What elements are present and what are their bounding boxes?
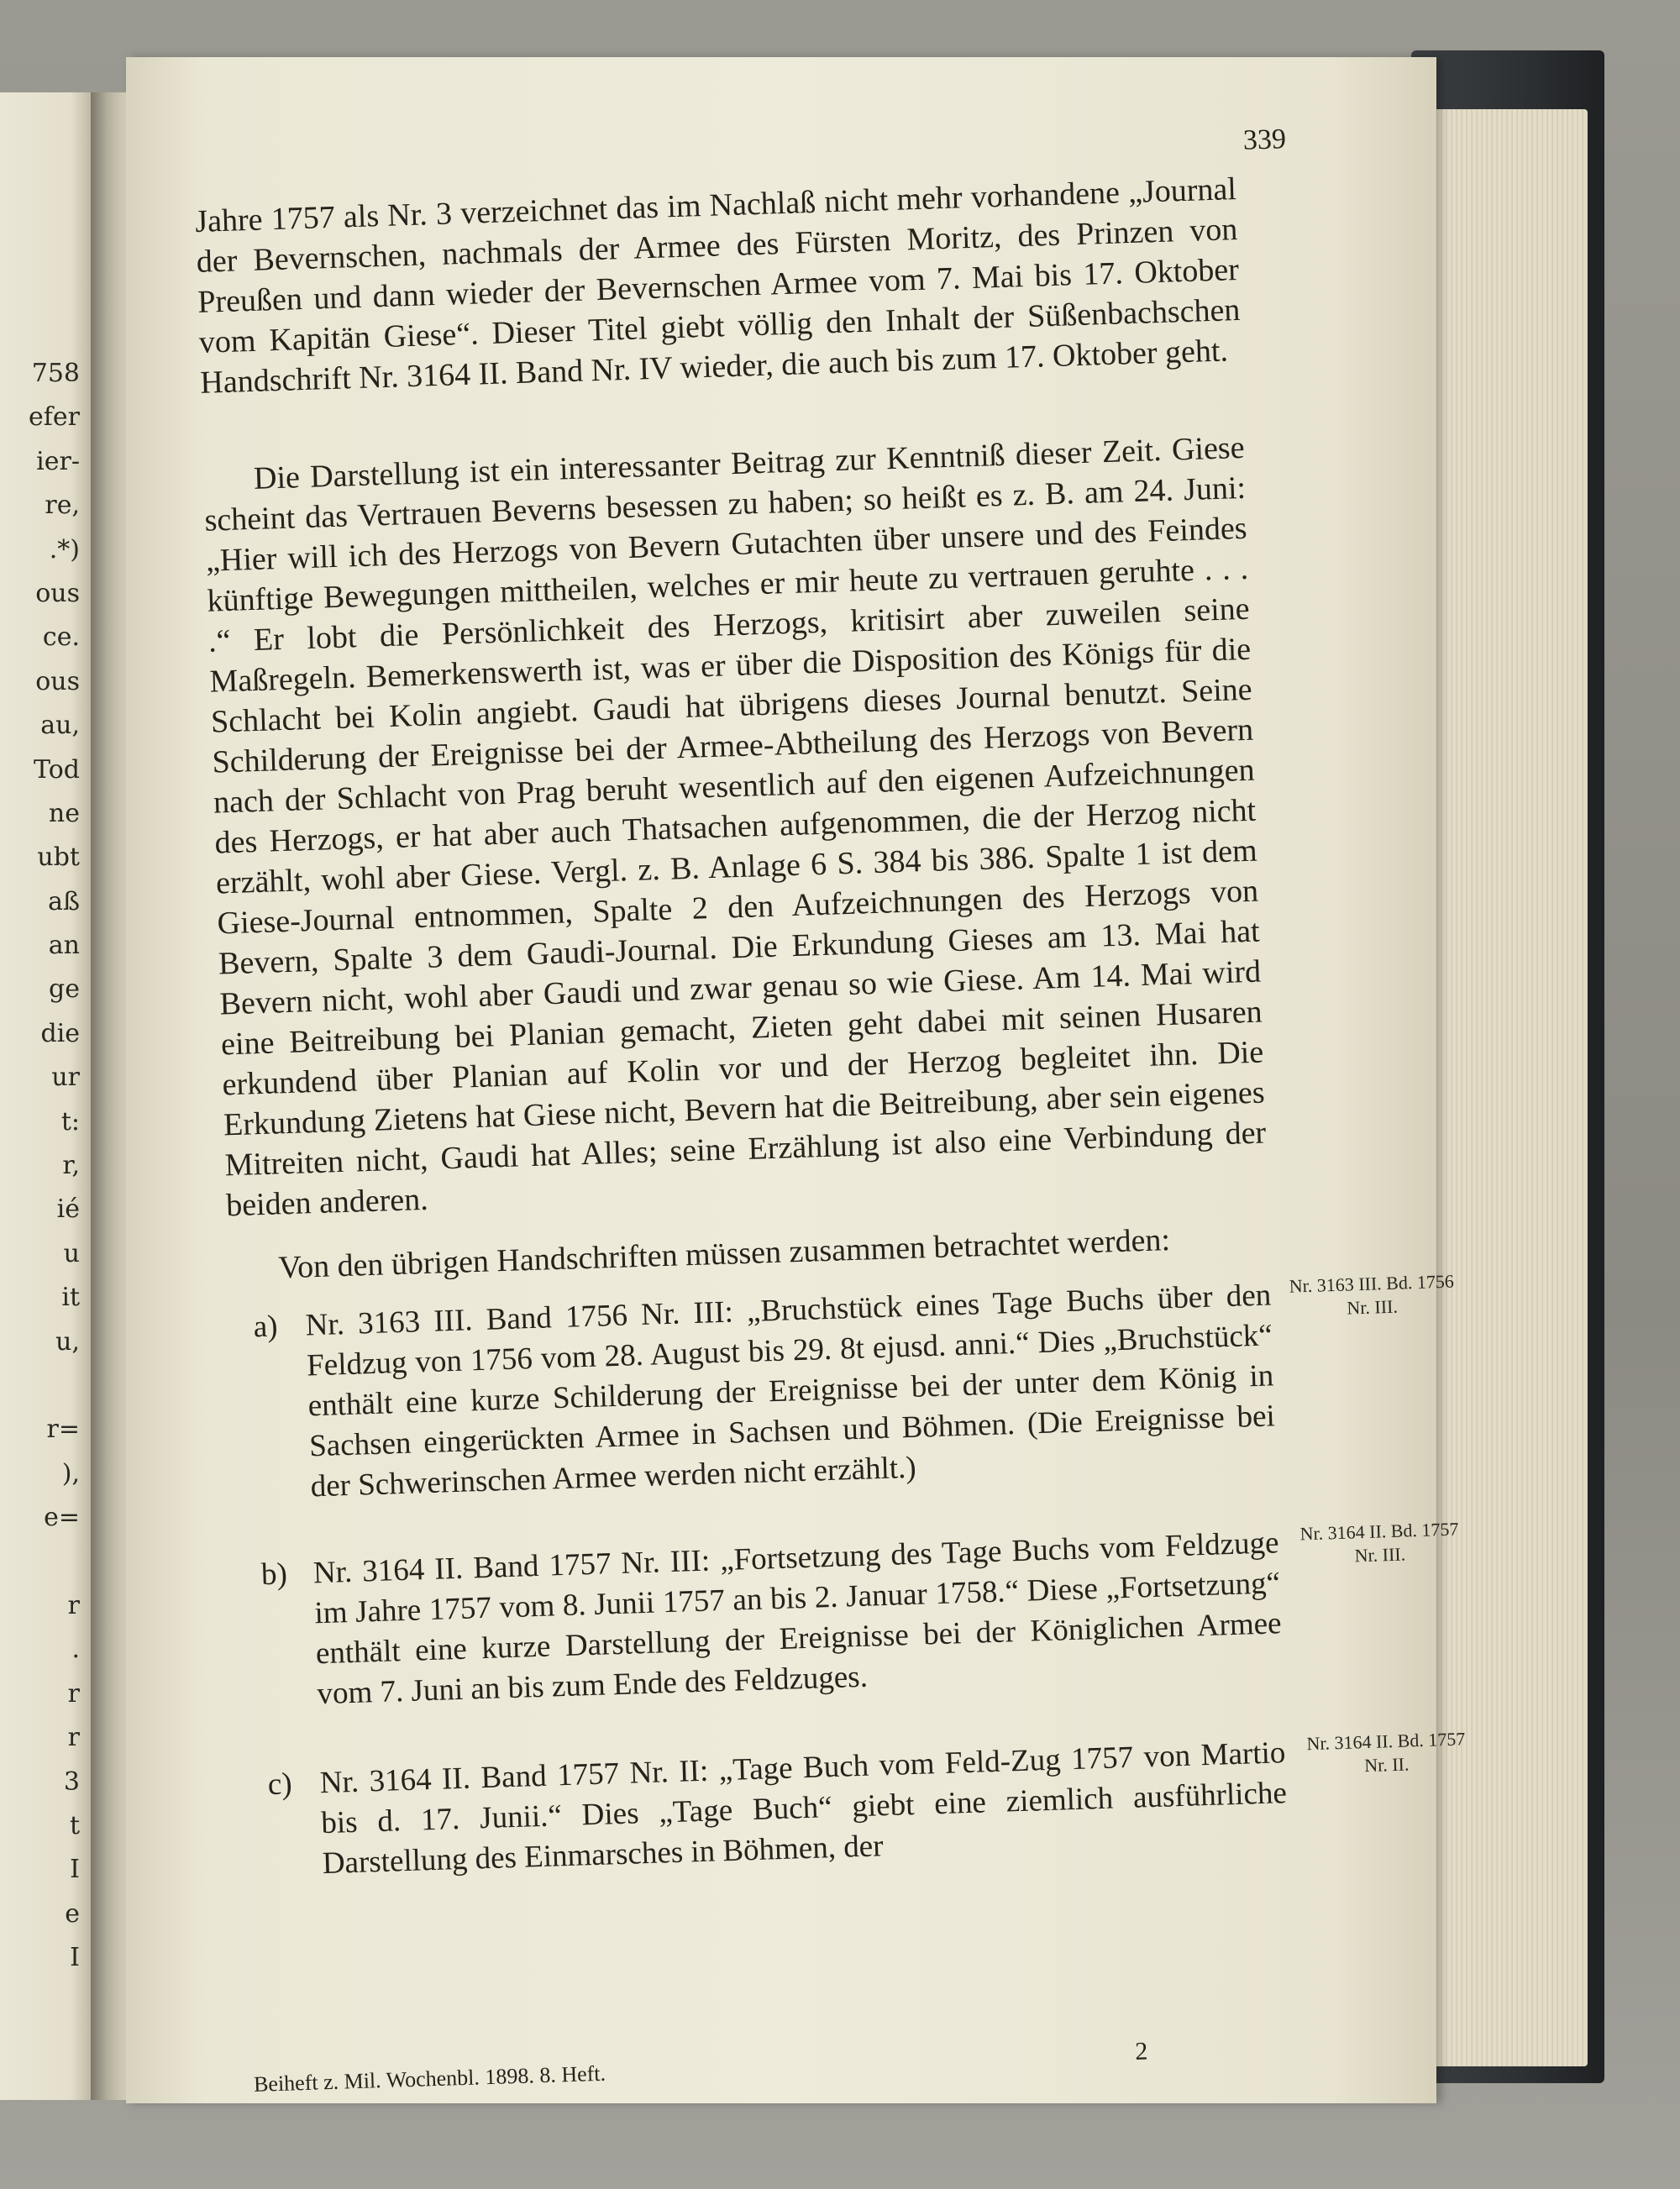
left-page-fragment: efer — [29, 405, 80, 433]
left-page-fragment: 3 — [63, 1769, 80, 1797]
left-page-fragment: r — [67, 1593, 80, 1620]
left-page-fragment: 758 — [31, 361, 80, 388]
left-page-fragment: ne — [48, 801, 80, 828]
left-page-fragment: u, — [55, 1329, 80, 1357]
left-page-fragment: .*) — [49, 537, 80, 564]
list-item-c — [267, 1733, 1289, 1884]
left-page-fragment — [0, 1550, 80, 1593]
left-page-fragment — [0, 1989, 80, 2033]
left-page-fragment: aß — [48, 889, 80, 916]
left-page-fragment: I — [70, 1857, 80, 1885]
left-page-fragment: u — [63, 1241, 80, 1268]
left-page-fragment: ous — [35, 580, 80, 608]
left-page-fragment: t: — [60, 1109, 80, 1136]
left-page-fragment: ier- — [36, 449, 80, 476]
left-page — [0, 92, 94, 2100]
left-page-fragment: r, — [62, 1153, 80, 1181]
signature-mark: 2 — [1134, 2037, 1148, 2066]
left-page-fragment: ge — [49, 977, 80, 1005]
paragraph-2: Die Darstellung ist ein interessanter Beitrag zur Kenntniß dieser Zeit. Giese scheint das Vertrauen Beverns besessen zu haben; so heißt es z. B. am 24. Juni: „Hier will ich des Herzogs von Bevern Gutachten über unsere und des Feindes künftige Bewegungen mittheilen, welches er mir heute zu vertrauen geruhte . . . .“ Er lobt die Persönlichkeit des Herzogs, kritisirt aber zuweilen seine Maßregeln. Bemerkenswerth ist, was er über die Disposition des Königs für die Schlacht bei Kolin angiebt. Gaudi hat übrigens dieses Journal benutzt. Seine Schilderung der Ereignisse bei der Armee-Abtheilung des Herzogs von Bevern nach der Schlacht von Prag beruht wesentlich auf den eigenen Aufzeichnungen des Herzogs, er hat aber auch Thatsachen aufgenommen, die der Herzog nicht erzählt, wohl aber Giese. Vergl. z. B. Anlage 6 S. 384 bis 386. Spalte 1 ist dem Giese-Journal entnommen, Spalte 2 den Aufzeichnungen des Herzogs von Bevern, Spalte 3 dem Gaudi-Journal. Die Erkundung Gieses am 13. Mai hat Bevern nicht, wohl aber Gaudi und zwar genau so wie Giese. Am 14. Mai wird eine Beitreibung bei Planian gemacht, Zieten geht dabei mit seinen Husaren erkundend über Planian auf Kolin vor und der Herzog begleitet ihn. Die Erkundung Zietens hat Giese nicht, Bevern hat die Beitreibung, aber sein eigenes Mitreiten nicht, Gaudi hat Alles; seine Erzählung ist also eine Verbindung der beiden anderen. — [203, 429, 1267, 1224]
left-page-fragment: r — [67, 1725, 80, 1753]
list-item-a — [253, 1275, 1277, 1507]
list-item-b — [260, 1523, 1283, 1714]
left-page-fragment: die — [40, 1021, 80, 1048]
footer-citation: Beiheft z. Mil. Wochenbl. 1898. 8. Heft. — [253, 2060, 606, 2097]
item-letter: a) — [253, 1309, 279, 1345]
item-text: Nr. 3164 II. Band 1757 Nr. II: „Tage Buch vom Feld-Zug 1757 von Martio bis d. 17. Junii.“ Dies „Tage Buch“ giebt eine ziemlich ausführliche Darstellung des Einmarsches in Böhmen, der — [319, 1735, 1288, 1882]
margin-note-a: Nr. 3163 III. Bd. 1756 Nr. III. — [1289, 1270, 1455, 1319]
item-letter: c) — [267, 1766, 293, 1803]
left-page-fragment: it — [61, 1285, 80, 1313]
left-page-fragment: re, — [45, 493, 80, 521]
left-page-text-fragments — [0, 361, 80, 2034]
left-page-fragment: t — [69, 1813, 80, 1840]
left-page-fragment: au, — [40, 713, 80, 741]
left-page-fragment: ce. — [42, 625, 80, 653]
margin-note-b: Nr. 3164 II. Bd. 1757 Nr. III. — [1299, 1518, 1459, 1567]
left-page-fragment: an — [48, 933, 80, 961]
left-page-fragment: ur — [51, 1065, 80, 1093]
left-page-fragment: e — [65, 1901, 80, 1929]
paragraph-3: Von den übrigen Handschriften müssen zusammen betrachtet werden: — [277, 1222, 1171, 1286]
paragraph-1: Jahre 1757 als Nr. 3 verzeichnet das im Nachlaß nicht mehr vorhandene „Journal der Bevernschen, nachmals der Armee des Fürsten Moritz, des Prinzen von Preußen und dann wieder der Bevernschen Armee vom 7. Mai bis 17. Oktober vom Kapitän Giese“. Dieser Titel giebt völlig den Inhalt der Süßenbachschen Handschrift Nr. 3164 II. Band Nr. IV wieder, die auch bis zum 17. Oktober geht. — [194, 171, 1241, 401]
left-page-fragment: ubt — [37, 845, 80, 873]
item-text: Nr. 3164 II. Band 1757 Nr. III: „Fortsetzung des Tage Buchs vom Feldzuge im Jahre 1757 vom 8. Junii 1757 an bis 2. Januar 1758.“ Diese „Fortsetzung“ enthält eine kurze Darstellung der Ereignisse bei der Königlichen Armee vom 7. Juni an bis zum Ende des Feldzuges. — [312, 1525, 1283, 1712]
left-page-fragment: Tod — [34, 757, 80, 785]
book-gutter — [91, 92, 129, 2100]
left-page-fragment: e= — [44, 1505, 80, 1533]
page-footer — [253, 2037, 1303, 2097]
left-page-fragment: ous — [35, 669, 80, 696]
item-text: Nr. 3163 III. Band 1756 Nr. III: „Bruchstück eines Tage Buchs über den Feldzug von 1756 vom 28. August bis 29. 8t ejusd. anni.“ Dies „Bruchstück“ enthält eine kurze Schilderung der Ereignisse bei der unter dem König in Sachsen eingerückten Armee in Sachsen und Böhmen. (Die Ereignisse bei der Schwerinschen Armee werden nicht erzählt.) — [305, 1278, 1276, 1504]
page-number: 339 — [1242, 123, 1287, 156]
margin-note-c: Nr. 3164 II. Bd. 1757 Nr. II. — [1306, 1728, 1466, 1777]
left-page-fragment: ), — [61, 1461, 80, 1488]
left-page-fragment: ié — [56, 1197, 80, 1225]
page-content — [193, 121, 1466, 2097]
item-letter: b) — [260, 1556, 288, 1593]
left-page-fragment: r= — [46, 1417, 80, 1445]
left-page-fragment: . — [71, 1637, 80, 1665]
left-page-fragment: I — [70, 1945, 80, 1973]
left-page-fragment: r — [67, 1681, 80, 1709]
left-page-fragment — [0, 1373, 80, 1417]
right-page — [126, 57, 1466, 2103]
